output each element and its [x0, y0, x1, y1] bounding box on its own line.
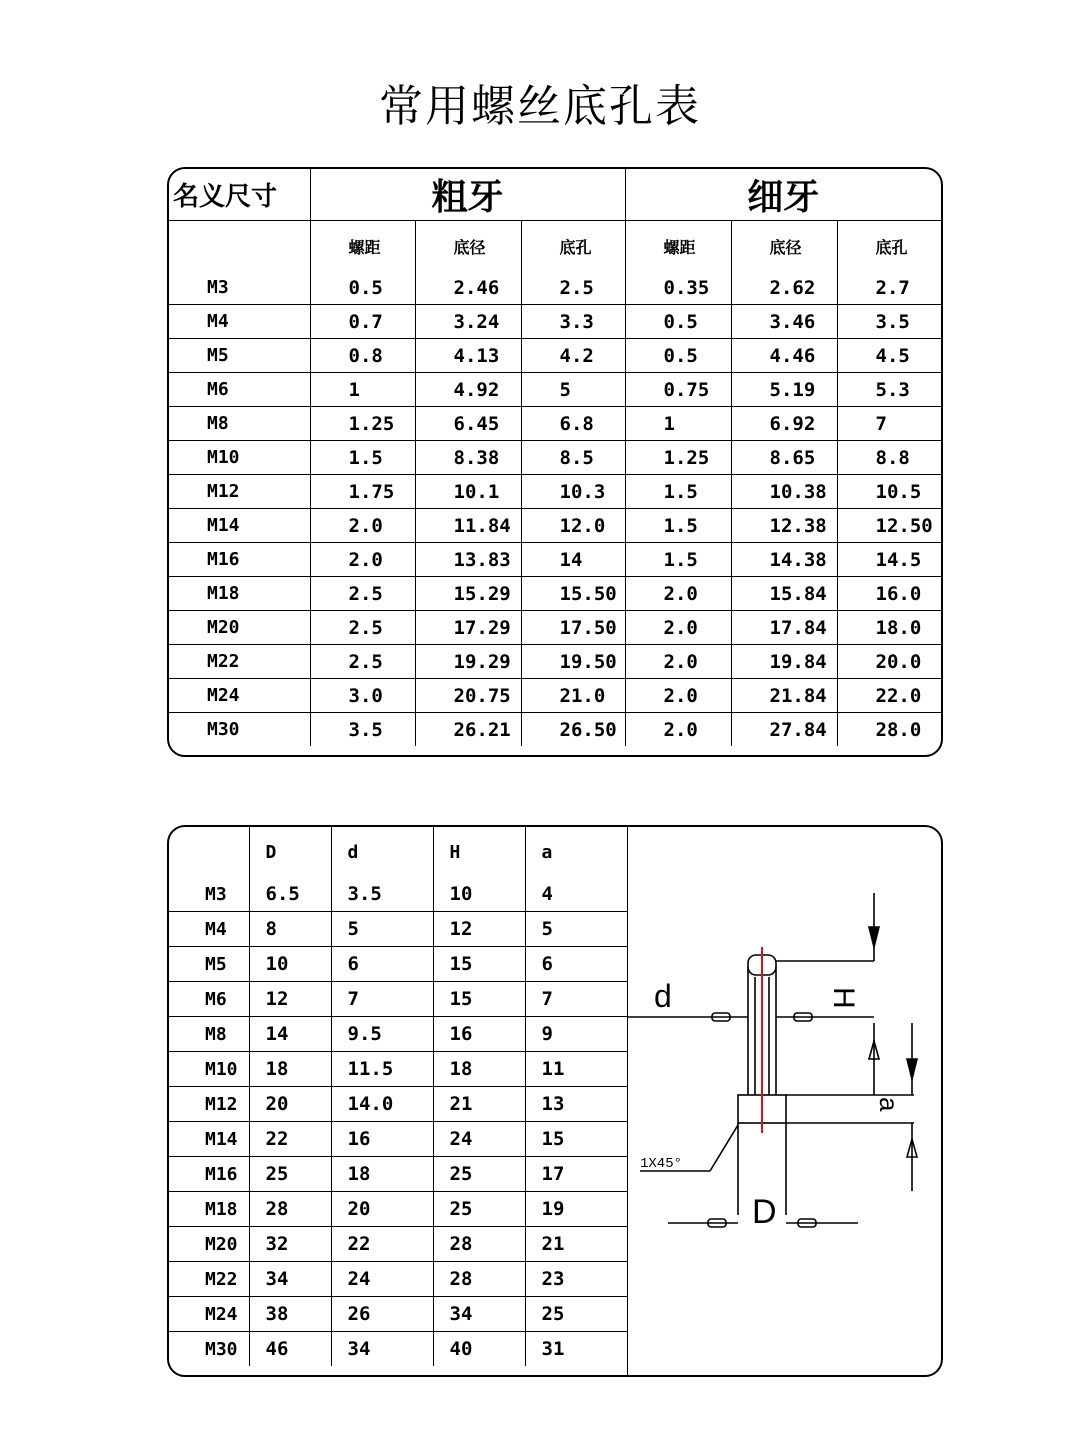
value-cell: 2.0 — [310, 509, 415, 543]
value-cell: 2.0 — [310, 543, 415, 577]
value-cell: 0.8 — [310, 339, 415, 373]
value-cell: 8.65 — [731, 441, 837, 475]
value-cell: 0.5 — [310, 271, 415, 305]
value-cell: 15.84 — [731, 577, 837, 611]
size-cell: M4 — [169, 912, 249, 947]
coarse-fine-thread-table — [167, 167, 943, 757]
size-cell: M14 — [169, 509, 310, 543]
value-cell: 6.45 — [415, 407, 521, 441]
table1-subheader-row — [169, 221, 941, 272]
value-cell: 16 — [433, 1017, 525, 1052]
value-cell: 2.0 — [625, 611, 731, 645]
table-row — [169, 373, 941, 407]
value-cell: 4.46 — [731, 339, 837, 373]
value-cell: 19.50 — [521, 645, 625, 679]
value-cell: 6 — [331, 947, 433, 982]
value-cell: 2.7 — [837, 271, 941, 305]
value-cell: 46 — [249, 1332, 331, 1367]
subheader-cell: 底孔 — [521, 221, 625, 272]
value-cell: 16 — [331, 1122, 433, 1157]
value-cell: 28.0 — [837, 713, 941, 747]
value-cell: 2.5 — [310, 577, 415, 611]
value-cell: 12.50 — [837, 509, 941, 543]
value-cell: 24 — [331, 1262, 433, 1297]
table-row — [169, 877, 627, 912]
value-cell: 20 — [249, 1087, 331, 1122]
counterbore-table — [167, 825, 943, 1377]
value-cell: 28 — [433, 1227, 525, 1262]
value-cell: 8.5 — [521, 441, 625, 475]
value-cell: 20.75 — [415, 679, 521, 713]
value-cell: 4 — [525, 877, 627, 912]
value-cell: 18.0 — [837, 611, 941, 645]
table2-header-row — [169, 827, 627, 877]
value-cell: 3.5 — [331, 877, 433, 912]
size-cell: M16 — [169, 1157, 249, 1192]
value-cell: 12.38 — [731, 509, 837, 543]
value-cell: 14.38 — [731, 543, 837, 577]
size-cell: M18 — [169, 577, 310, 611]
size-cell: M10 — [169, 1052, 249, 1087]
size-cell: M20 — [169, 611, 310, 645]
size-cell: M24 — [169, 679, 310, 713]
nominal-size-header: 名义尺寸 — [169, 169, 310, 221]
value-cell: 26 — [331, 1297, 433, 1332]
table-row — [169, 1192, 627, 1227]
label-D: D — [752, 1193, 777, 1231]
value-cell: 0.5 — [625, 305, 731, 339]
table-row — [169, 713, 941, 747]
value-cell: 0.75 — [625, 373, 731, 407]
value-cell: 8.38 — [415, 441, 521, 475]
table1-group-header-row — [169, 169, 941, 221]
value-cell: 14.5 — [837, 543, 941, 577]
value-cell: 34 — [433, 1297, 525, 1332]
value-cell: 14 — [249, 1017, 331, 1052]
value-cell: 27.84 — [731, 713, 837, 747]
value-cell: 17.50 — [521, 611, 625, 645]
value-cell: 12.0 — [521, 509, 625, 543]
value-cell: 21 — [525, 1227, 627, 1262]
value-cell: 19.29 — [415, 645, 521, 679]
table-row — [169, 1052, 627, 1087]
value-cell: 2.5 — [310, 611, 415, 645]
value-cell: 12 — [433, 912, 525, 947]
table-row — [169, 271, 941, 305]
table-row — [169, 475, 941, 509]
value-cell: 25 — [525, 1297, 627, 1332]
value-cell: 10.5 — [837, 475, 941, 509]
table-row — [169, 1332, 627, 1367]
size-cell: M5 — [169, 339, 310, 373]
value-cell: 18 — [433, 1052, 525, 1087]
value-cell: 10.38 — [731, 475, 837, 509]
table-row — [169, 982, 627, 1017]
value-cell: 26.21 — [415, 713, 521, 747]
value-cell: 4.13 — [415, 339, 521, 373]
coarse-thread-header: 粗牙 — [310, 169, 625, 221]
value-cell: 5 — [521, 373, 625, 407]
subheader-cell: 螺距 — [625, 221, 731, 272]
size-cell: M14 — [169, 1122, 249, 1157]
value-cell: 0.7 — [310, 305, 415, 339]
size-cell: M12 — [169, 475, 310, 509]
value-cell: 2.0 — [625, 577, 731, 611]
table-row — [169, 577, 941, 611]
table-row — [169, 1017, 627, 1052]
table-row — [169, 947, 627, 982]
value-cell: 3.24 — [415, 305, 521, 339]
value-cell: 21.84 — [731, 679, 837, 713]
value-cell: 7 — [525, 982, 627, 1017]
table-row — [169, 611, 941, 645]
value-cell: 13 — [525, 1087, 627, 1122]
value-cell: 4.5 — [837, 339, 941, 373]
value-cell: 26.50 — [521, 713, 625, 747]
value-cell: 0.35 — [625, 271, 731, 305]
value-cell: 24 — [433, 1122, 525, 1157]
value-cell: 11.5 — [331, 1052, 433, 1087]
size-cell: M20 — [169, 1227, 249, 1262]
header-cell: H — [433, 827, 525, 877]
value-cell: 1.5 — [625, 509, 731, 543]
value-cell: 1.25 — [625, 441, 731, 475]
value-cell: 15 — [433, 947, 525, 982]
table-row — [169, 679, 941, 713]
header-cell: D — [249, 827, 331, 877]
size-cell: M22 — [169, 645, 310, 679]
value-cell: 2.62 — [731, 271, 837, 305]
size-cell: M10 — [169, 441, 310, 475]
value-cell: 38 — [249, 1297, 331, 1332]
value-cell: 6.5 — [249, 877, 331, 912]
value-cell: 22 — [331, 1227, 433, 1262]
value-cell: 11 — [525, 1052, 627, 1087]
table-row — [169, 543, 941, 577]
size-cell: M22 — [169, 1262, 249, 1297]
page-title: 常用螺丝底孔表 — [379, 81, 701, 132]
value-cell: 1.5 — [625, 475, 731, 509]
table-row — [169, 1087, 627, 1122]
label-a: a — [874, 1097, 904, 1112]
value-cell: 15.50 — [521, 577, 625, 611]
size-cell: M30 — [169, 713, 310, 747]
value-cell: 8.8 — [837, 441, 941, 475]
value-cell: 1 — [625, 407, 731, 441]
value-cell: 15 — [433, 982, 525, 1017]
size-cell: M16 — [169, 543, 310, 577]
value-cell: 15.29 — [415, 577, 521, 611]
table-row — [169, 441, 941, 475]
value-cell: 5 — [525, 912, 627, 947]
table-row — [169, 305, 941, 339]
value-cell: 10.1 — [415, 475, 521, 509]
value-cell: 25 — [433, 1192, 525, 1227]
counterbore-drawing — [628, 827, 942, 1375]
value-cell: 7 — [331, 982, 433, 1017]
value-cell: 10 — [433, 877, 525, 912]
value-cell: 3.5 — [310, 713, 415, 747]
value-cell: 14 — [521, 543, 625, 577]
value-cell: 17 — [525, 1157, 627, 1192]
value-cell: 6 — [525, 947, 627, 982]
value-cell: 18 — [331, 1157, 433, 1192]
value-cell: 6.8 — [521, 407, 625, 441]
value-cell: 21.0 — [521, 679, 625, 713]
fine-thread-header: 细牙 — [625, 169, 941, 221]
value-cell: 2.5 — [521, 271, 625, 305]
value-cell: 15 — [525, 1122, 627, 1157]
value-cell: 17.84 — [731, 611, 837, 645]
value-cell: 7 — [837, 407, 941, 441]
header-cell: a — [525, 827, 627, 877]
size-cell: M18 — [169, 1192, 249, 1227]
table-row — [169, 912, 627, 947]
value-cell: 10 — [249, 947, 331, 982]
value-cell: 4.2 — [521, 339, 625, 373]
header-cell: d — [331, 827, 433, 877]
value-cell: 2.0 — [625, 713, 731, 747]
size-cell: M8 — [169, 407, 310, 441]
value-cell: 34 — [249, 1262, 331, 1297]
value-cell: 8 — [249, 912, 331, 947]
size-cell: M12 — [169, 1087, 249, 1122]
value-cell: 25 — [433, 1157, 525, 1192]
size-cell: M30 — [169, 1332, 249, 1367]
value-cell: 31 — [525, 1332, 627, 1367]
value-cell: 13.83 — [415, 543, 521, 577]
table-row — [169, 407, 941, 441]
value-cell: 32 — [249, 1227, 331, 1262]
value-cell: 5 — [331, 912, 433, 947]
value-cell: 6.92 — [731, 407, 837, 441]
value-cell: 2.0 — [625, 645, 731, 679]
counterbore-diagram — [627, 827, 942, 1375]
value-cell: 23 — [525, 1262, 627, 1297]
value-cell: 21 — [433, 1087, 525, 1122]
value-cell: 3.0 — [310, 679, 415, 713]
value-cell: 28 — [433, 1262, 525, 1297]
label-chamfer: 1X45° — [640, 1156, 683, 1172]
size-cell: M8 — [169, 1017, 249, 1052]
label-d: d — [654, 978, 672, 1014]
value-cell: 5.3 — [837, 373, 941, 407]
header-cell — [169, 827, 249, 877]
value-cell: 9.5 — [331, 1017, 433, 1052]
value-cell: 3.5 — [837, 305, 941, 339]
value-cell: 0.5 — [625, 339, 731, 373]
value-cell: 1.5 — [625, 543, 731, 577]
value-cell: 28 — [249, 1192, 331, 1227]
value-cell: 19 — [525, 1192, 627, 1227]
value-cell: 2.0 — [625, 679, 731, 713]
size-cell: M24 — [169, 1297, 249, 1332]
table-row — [169, 1227, 627, 1262]
value-cell: 19.84 — [731, 645, 837, 679]
size-cell: M3 — [169, 271, 310, 305]
size-cell: M5 — [169, 947, 249, 982]
value-cell: 14.0 — [331, 1087, 433, 1122]
label-H: H — [827, 987, 860, 1009]
size-cell: M3 — [169, 877, 249, 912]
value-cell: 1.75 — [310, 475, 415, 509]
subheader-cell: 螺距 — [310, 221, 415, 272]
value-cell: 20.0 — [837, 645, 941, 679]
table-row — [169, 1297, 627, 1332]
value-cell: 22.0 — [837, 679, 941, 713]
value-cell: 16.0 — [837, 577, 941, 611]
value-cell: 25 — [249, 1157, 331, 1192]
table-row — [169, 1157, 627, 1192]
value-cell: 34 — [331, 1332, 433, 1367]
value-cell: 2.46 — [415, 271, 521, 305]
value-cell: 4.92 — [415, 373, 521, 407]
table-row — [169, 1122, 627, 1157]
value-cell: 17.29 — [415, 611, 521, 645]
value-cell: 9 — [525, 1017, 627, 1052]
size-cell: M6 — [169, 373, 310, 407]
value-cell: 10.3 — [521, 475, 625, 509]
size-cell: M4 — [169, 305, 310, 339]
empty-header-cell — [169, 221, 310, 272]
value-cell: 2.5 — [310, 645, 415, 679]
value-cell: 18 — [249, 1052, 331, 1087]
value-cell: 40 — [433, 1332, 525, 1367]
subheader-cell: 底径 — [731, 221, 837, 272]
value-cell: 1.25 — [310, 407, 415, 441]
table-row — [169, 645, 941, 679]
value-cell: 11.84 — [415, 509, 521, 543]
value-cell: 1 — [310, 373, 415, 407]
value-cell: 3.46 — [731, 305, 837, 339]
value-cell: 5.19 — [731, 373, 837, 407]
table-row — [169, 1262, 627, 1297]
value-cell: 1.5 — [310, 441, 415, 475]
subheader-cell: 底径 — [415, 221, 521, 272]
value-cell: 12 — [249, 982, 331, 1017]
value-cell: 22 — [249, 1122, 331, 1157]
table-row — [169, 509, 941, 543]
subheader-cell: 底孔 — [837, 221, 941, 272]
size-cell: M6 — [169, 982, 249, 1017]
table-row — [169, 339, 941, 373]
value-cell: 3.3 — [521, 305, 625, 339]
value-cell: 20 — [331, 1192, 433, 1227]
